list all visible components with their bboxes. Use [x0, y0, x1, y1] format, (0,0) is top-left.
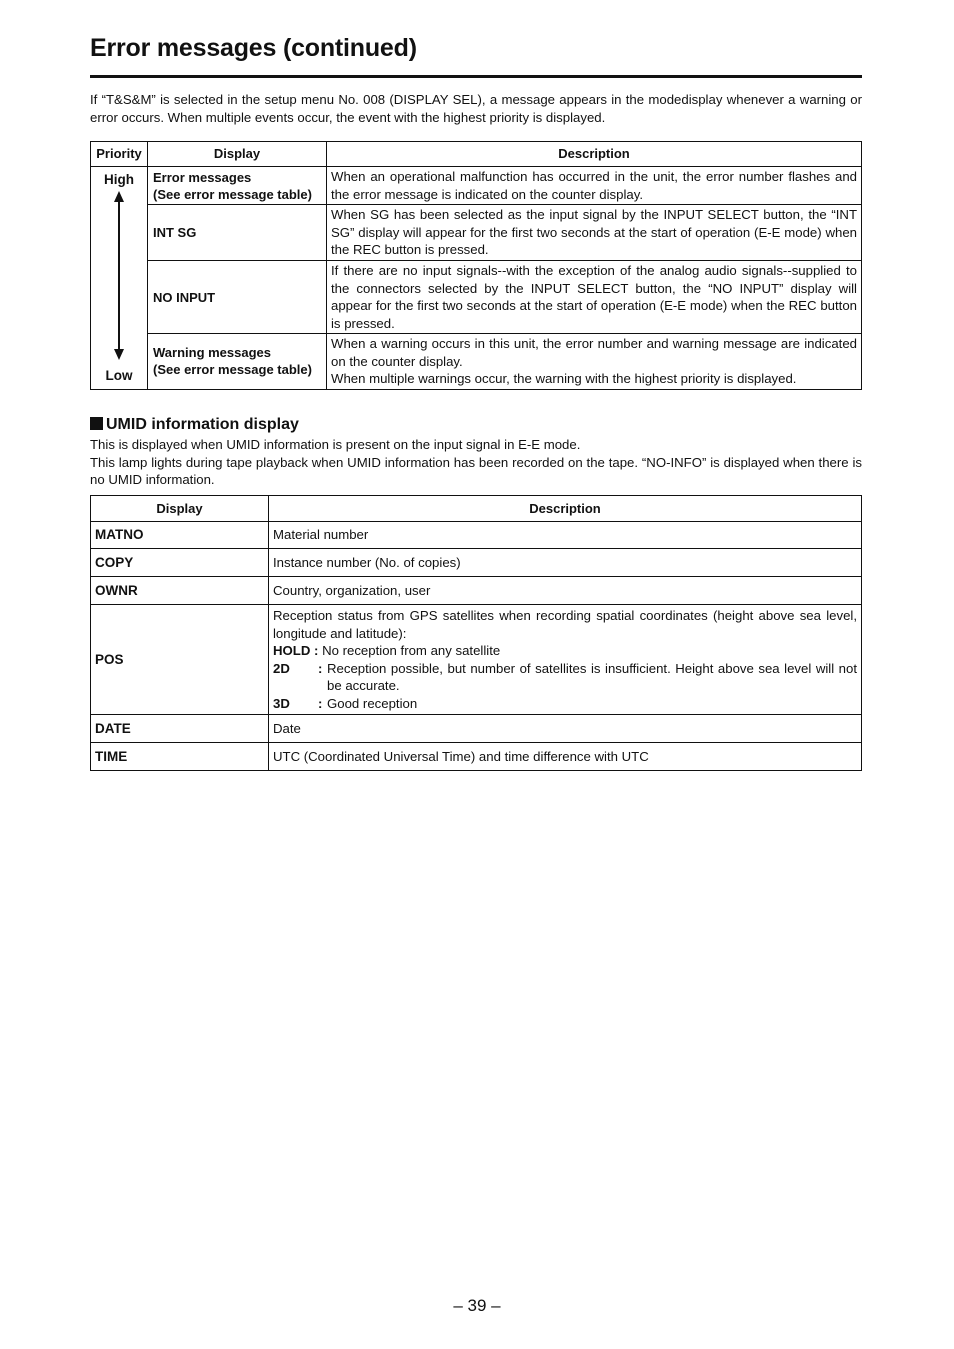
table-row [91, 167, 862, 205]
table-row [91, 577, 862, 605]
umid-intro-line: This lamp lights during tape playback when UMID information has been recorded on the tape. “NO-INFO” is displayed when there is no UMID information. [90, 454, 862, 487]
table-row [91, 334, 862, 390]
square-bullet-icon [90, 417, 103, 430]
table-row [91, 549, 862, 577]
description-cell [269, 605, 862, 715]
umid-table [90, 495, 862, 771]
page-number: – 39 – [453, 1296, 501, 1315]
priority-high-label: High [104, 172, 134, 187]
title-rule [90, 75, 862, 78]
table-row [91, 522, 862, 549]
display-cell: NO INPUT [148, 261, 327, 334]
code-cell: OWNR [91, 577, 269, 605]
description-cell: When SG has been selected as the input signal by the INPUT SELECT button, the “INT SG” display will appear for the first two seconds at the start of operation (E-E mode) when the REC button is pressed. [327, 205, 862, 261]
code-cell: POS [91, 605, 269, 715]
pos-2d-key [273, 660, 318, 695]
description-text: When a warning occurs in this unit, the error number and warning message are indicated on the counter display. [331, 336, 857, 369]
pos-3d-line [273, 695, 857, 713]
description-cell: Material number [269, 522, 862, 549]
code-cell: COPY [91, 549, 269, 577]
code-cell: MATNO [91, 522, 269, 549]
pos-key-label: 3D [273, 695, 290, 711]
pos-hold-text: No reception from any satellite [322, 643, 501, 658]
pos-colon: : [318, 660, 323, 676]
pos-3d-key [273, 695, 318, 713]
priority-arrow-icon [113, 191, 125, 361]
pos-2d-text: Reception possible, but number of satellites is insufficient. Height above sea level will not be accurate. [327, 660, 857, 693]
table-row [91, 715, 862, 743]
umid-table-header-row [91, 496, 862, 522]
description-column-header: Description [327, 142, 862, 167]
pos-description: Reception status from GPS satellites when recording spatial coordinates (height above sea level, longitude and latitude): [273, 608, 857, 641]
display-cell [148, 167, 327, 205]
umid-intro [90, 436, 862, 489]
description-cell: Country, organization, user [269, 577, 862, 605]
pos-2d-line [273, 660, 857, 695]
description-cell: Instance number (No. of copies) [269, 549, 862, 577]
display-cell [148, 334, 327, 390]
priority-column-header: Priority [91, 142, 148, 167]
table-row [91, 205, 862, 261]
description-text: When multiple warnings occur, the warning with the highest priority is displayed. [331, 371, 797, 386]
umid-section-heading [90, 416, 299, 434]
display-label: Warning messages [153, 345, 272, 361]
pos-hold-key: HOLD : [273, 643, 319, 658]
pos-3d-text: Good reception [327, 695, 418, 711]
pos-hold-line [273, 642, 857, 660]
display-sublabel: (See error message table) [153, 362, 312, 378]
display-cell: INT SG [148, 205, 327, 261]
display-column-header: Display [91, 496, 269, 522]
table-row [91, 605, 862, 715]
code-cell: DATE [91, 715, 269, 743]
table-row [91, 743, 862, 771]
umid-heading-text: UMID information display [106, 416, 299, 433]
intro-paragraph: If “T&S&M” is selected in the setup menu No. 008 (DISPLAY SEL), a message appears in the modedisplay whenever a warning or error occurs. When multiple events occur, the event with the highest priority is displayed. [90, 92, 862, 125]
description-cell: UTC (Coordinated Universal Time) and time difference with UTC [269, 743, 862, 771]
umid-intro-line: This is displayed when UMID information is present on the input signal in E-E mode. [90, 437, 581, 452]
priority-low-label: Low [105, 368, 133, 383]
display-label: Error messages [153, 169, 252, 185]
priority-table-header-row [91, 142, 862, 167]
page-title: Error messages (continued) [90, 34, 417, 62]
code-cell: TIME [91, 743, 269, 771]
description-column-header: Description [269, 496, 862, 522]
display-sublabel: (See error message table) [153, 186, 312, 202]
display-column-header: Display [148, 142, 327, 167]
pos-colon: : [318, 695, 323, 711]
pos-key-label: 2D [273, 660, 290, 676]
priority-indicator [91, 167, 148, 390]
description-cell: Date [269, 715, 862, 743]
description-cell: If there are no input signals--with the exception of the analog audio signals--supplied to the connectors selected by the INPUT SELECT button, the “NO INPUT” display will appear for the first two seconds at the start of operation (E-E mode) when the REC button is pressed. [327, 261, 862, 334]
table-row [91, 261, 862, 334]
description-cell: When an operational malfunction has occurred in the unit, the error number flashes and the error message is indicated on the counter display. [327, 167, 862, 205]
description-cell [327, 334, 862, 390]
priority-table [90, 141, 862, 390]
